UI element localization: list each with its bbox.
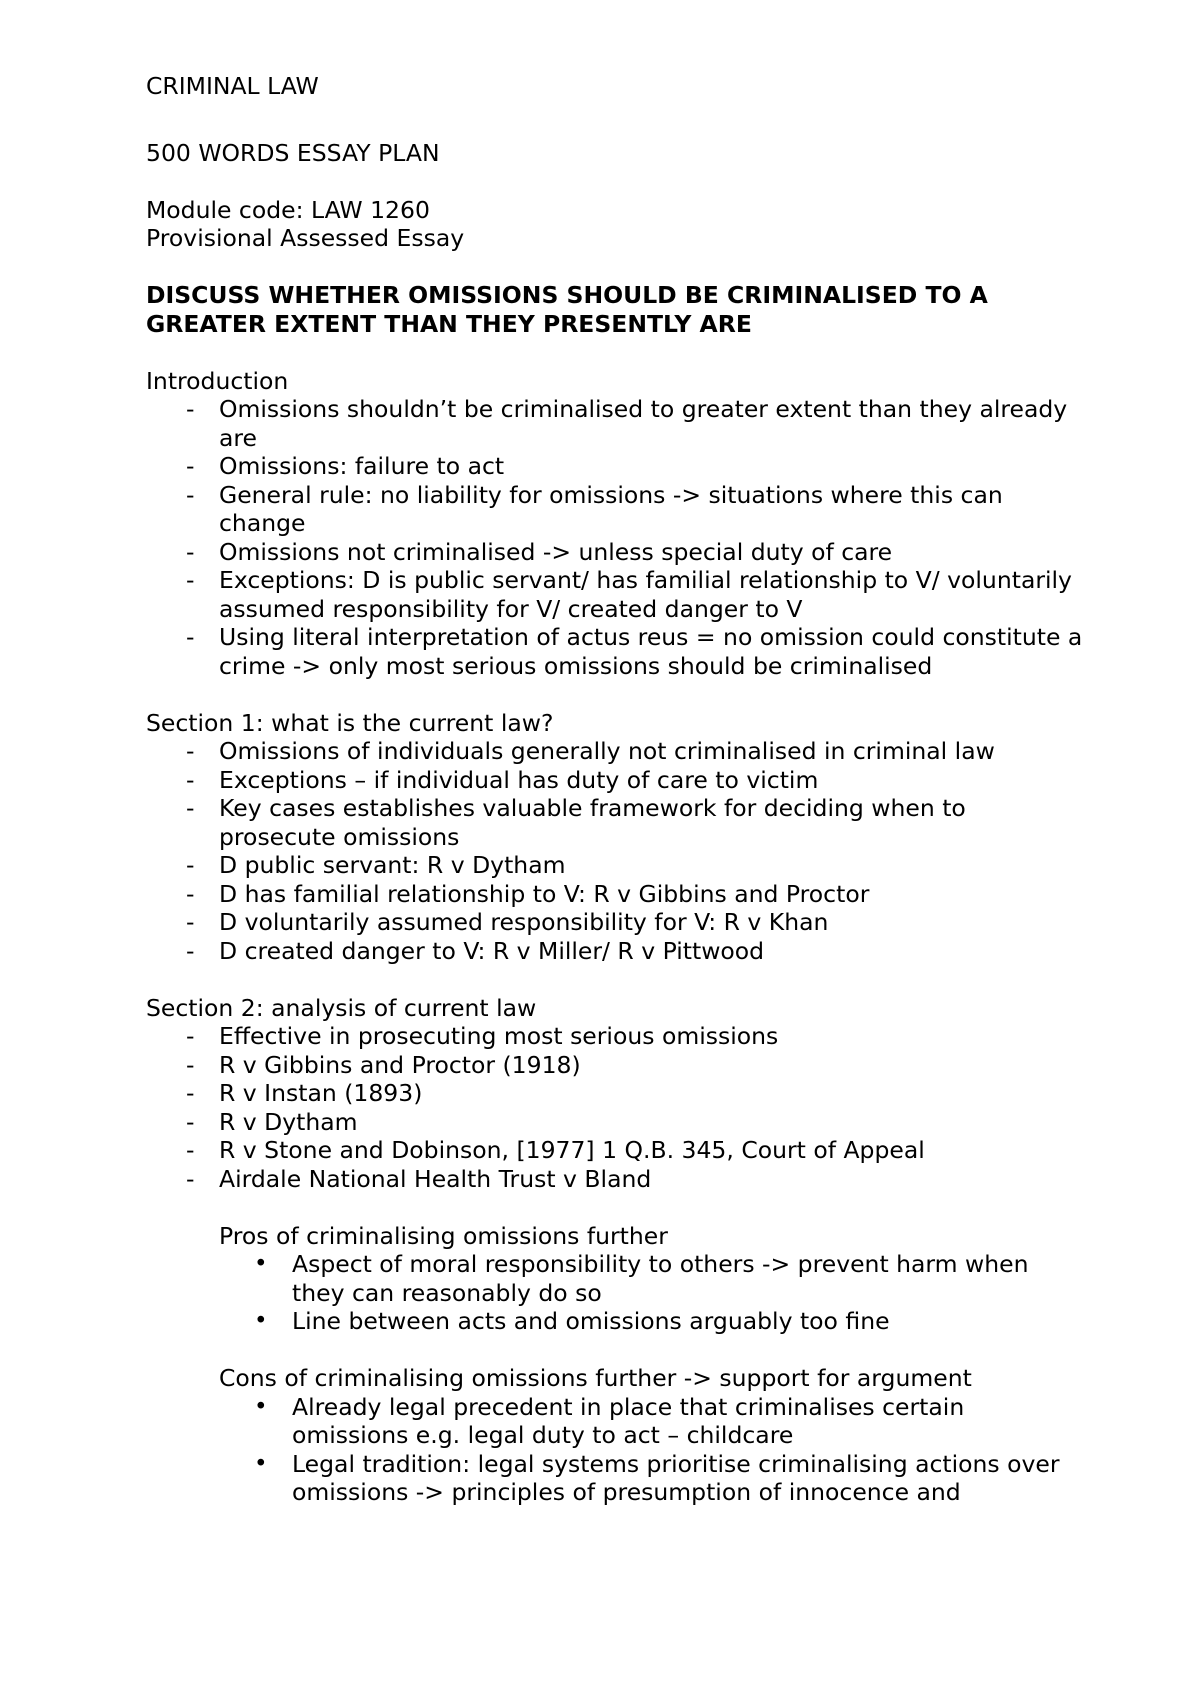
document-body — [146, 72, 1086, 1507]
cons-list — [146, 1393, 1086, 1507]
list-item: - Omissions not criminalised -> unless special duty of care — [146, 538, 1086, 567]
list-item: - R v Gibbins and Proctor (1918) — [146, 1051, 1086, 1080]
list-item: - Effective in prosecuting most serious omissions — [146, 1022, 1086, 1051]
list-item: • Already legal precedent in place that criminalises certain omissions e.g. legal duty to act – childcare — [146, 1393, 1086, 1450]
list-item: - Airdale National Health Trust v Bland — [146, 1165, 1086, 1194]
section2-list — [146, 1022, 1086, 1193]
list-item: - D has familial relationship to V: R v Gibbins and Proctor — [146, 880, 1086, 909]
list-item: - Key cases establishes valuable framework for deciding when to prosecute omissions — [146, 794, 1086, 851]
pros-heading: Pros of criminalising omissions further — [219, 1221, 668, 1250]
list-item: • Line between acts and omissions arguably too fine — [146, 1307, 1086, 1336]
list-item: - Exceptions – if individual has duty of care to victim — [146, 766, 1086, 795]
list-item: - D created danger to V: R v Miller/ R v Pittwood — [146, 937, 1086, 966]
list-item: - Omissions shouldn’t be criminalised to greater extent than they already are — [146, 395, 1086, 452]
essay-type: Provisional Assessed Essay — [146, 224, 465, 252]
plan-title: 500 WORDS ESSAY PLAN — [146, 138, 440, 167]
list-item: - General rule: no liability for omissions -> situations where this can change — [146, 481, 1086, 538]
section2-heading: Section 2: analysis of current law — [146, 993, 537, 1022]
pros-list — [146, 1250, 1086, 1336]
list-item: - R v Stone and Dobinson, [1977] 1 Q.B. 345, Court of Appeal — [146, 1136, 1086, 1165]
list-item: - Omissions of individuals generally not criminalised in criminal law — [146, 737, 1086, 766]
section1-heading: Section 1: what is the current law? — [146, 708, 554, 737]
list-item: - D voluntarily assumed responsibility for V: R v Khan — [146, 908, 1086, 937]
list-item: - Exceptions: D is public servant/ has familial relationship to V/ voluntarily assumed responsibility for V/ created danger to V — [146, 566, 1086, 623]
list-item: • Aspect of moral responsibility to others -> prevent harm when they can reasonably do so — [146, 1250, 1086, 1307]
introduction-heading: Introduction — [146, 366, 289, 395]
module-code: Module code: LAW 1260 — [146, 195, 430, 224]
essay-question: DISCUSS WHETHER OMISSIONS SHOULD BE CRIMINALISED TO A GREATER EXTENT THAN THEY PRESENTLY ARE — [146, 281, 988, 338]
introduction-list — [146, 395, 1086, 680]
course-title: CRIMINAL LAW — [146, 72, 319, 100]
list-item: - Omissions: failure to act — [146, 452, 1086, 481]
section1-list — [146, 737, 1086, 965]
list-item: - D public servant: R v Dytham — [146, 851, 1086, 880]
list-item: - R v Dytham — [146, 1108, 1086, 1137]
list-item: - Using literal interpretation of actus reus = no omission could constitute a crime -> only most serious omissions should be criminalised — [146, 623, 1086, 680]
list-item: - R v Instan (1893) — [146, 1079, 1086, 1108]
cons-heading: Cons of criminalising omissions further -> support for argument — [219, 1364, 972, 1392]
list-item: • Legal tradition: legal systems prioritise criminalising actions over omissions -> principles of presumption of innocence and — [146, 1450, 1086, 1507]
